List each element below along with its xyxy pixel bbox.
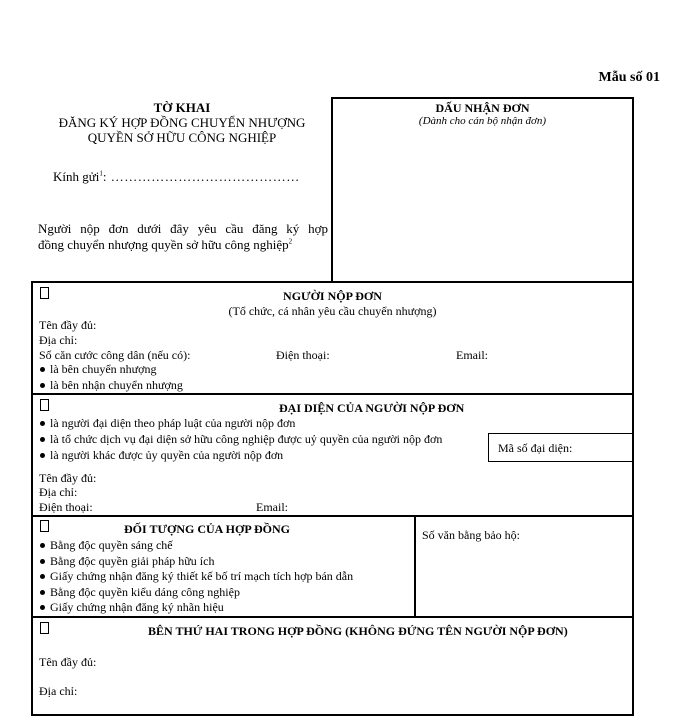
applicant-option-transferor[interactable] (39, 362, 157, 376)
certificate-number-box[interactable] (414, 515, 634, 618)
option-label: là bên chuyển nhượng (50, 362, 157, 376)
footnote-2: 2 (288, 237, 293, 246)
rep-option-legal[interactable] (39, 416, 295, 430)
option-label: là bên nhận chuyển nhượng (50, 378, 183, 392)
rep-full-name[interactable]: Tên đầy đủ: (39, 471, 97, 485)
representative-checkbox[interactable] (40, 399, 49, 411)
object-option-trademark[interactable] (39, 600, 224, 614)
bullet-icon (40, 383, 45, 388)
recipient-fill[interactable]: : …………………………………… (102, 169, 300, 184)
option-label: Bằng độc quyền kiểu dáng công nghiệp (50, 585, 240, 599)
applicant-option-transferee[interactable] (39, 378, 183, 392)
bullet-icon (40, 543, 45, 548)
rep-phone[interactable]: Điện thoại: (39, 500, 93, 514)
applicant-address[interactable]: Địa chỉ: (39, 333, 78, 347)
applicant-full-name[interactable]: Tên đầy đủ: (39, 318, 97, 332)
recipient-line (53, 169, 300, 184)
bullet-icon (40, 559, 45, 564)
object-option-layout-design[interactable] (39, 569, 353, 583)
representative-code-label: Mã số đại diện: (498, 441, 573, 455)
contract-object-checkbox[interactable] (40, 520, 49, 532)
stamp-box (331, 97, 634, 283)
option-label: là người đại diện theo pháp luật của người nộp đơn (50, 416, 296, 430)
object-option-patent[interactable] (39, 538, 173, 552)
bullet-icon (40, 367, 45, 372)
applicant-note: (Tổ chức, cá nhân yêu cầu chuyển nhượng) (228, 304, 437, 318)
form-title: TỜ KHAI (153, 100, 211, 115)
representative-title: ĐẠI DIỆN CỦA NGƯỜI NỘP ĐƠN (279, 401, 465, 415)
bullet-icon (40, 421, 45, 426)
object-option-utility-solution[interactable] (39, 554, 214, 568)
rep-option-service[interactable] (39, 432, 442, 446)
rep-address[interactable]: Địa chỉ: (39, 485, 78, 499)
bullet-icon (40, 605, 45, 610)
request-line-2-text: đồng chuyển nhượng quyền sở hữu công nghiệp (38, 237, 289, 252)
bullet-icon (40, 590, 45, 595)
applicant-phone[interactable]: Điện thoại: (276, 348, 330, 362)
second-party-address[interactable]: Địa chỉ: (39, 684, 78, 698)
option-label: là người khác được ủy quyền của người nộp đơn (50, 448, 284, 462)
bullet-icon (40, 437, 45, 442)
stamp-title: DẤU NHẬN ĐƠN (435, 101, 530, 115)
request-line-1: Người nộp đơn dưới đây yêu cầu đăng ký hợp (38, 221, 328, 236)
form-subtitle-1: ĐĂNG KÝ HỢP ĐỒNG CHUYỂN NHƯỢNG (58, 115, 306, 130)
applicant-email[interactable]: Email: (456, 348, 488, 362)
bullet-icon (40, 453, 45, 458)
stamp-note: (Dành cho cán bộ nhận đơn) (418, 115, 547, 127)
form-subtitle-2: QUYỀN SỞ HỮU CÔNG NGHIỆP (87, 130, 277, 145)
form-number: Mẫu số 01 (598, 70, 660, 85)
request-line-2 (38, 237, 292, 252)
certificate-number-label: Số văn bằng bảo hộ: (422, 528, 520, 542)
option-label: Giấy chứng nhận đăng ký nhãn hiệu (50, 600, 224, 614)
option-label: Giấy chứng nhận đăng ký thiết kế bố trí mạch tích hợp bán dẫn (50, 569, 354, 583)
applicant-title: NGƯỜI NỘP ĐƠN (283, 289, 382, 303)
recipient-label: Kính gửi (53, 169, 100, 184)
second-party-checkbox[interactable] (40, 622, 49, 634)
footnote-1: 1 (99, 169, 103, 178)
option-label: là tổ chức dịch vụ đại diện sở hữu công nghiệp được uỷ quyền của người nộp đơn (50, 432, 443, 446)
second-party-title: BÊN THỨ HAI TRONG HỢP ĐỒNG (KHÔNG ĐỨNG TÊN NGƯỜI NỘP ĐƠN) (148, 624, 568, 638)
form-header (32, 100, 332, 145)
applicant-id-number[interactable]: Số căn cước công dân (nếu có): (39, 348, 191, 362)
rep-email[interactable]: Email: (256, 500, 288, 514)
option-label: Bằng độc quyền giải pháp hữu ích (50, 554, 215, 568)
option-label: Bằng độc quyền sáng chế (50, 538, 173, 552)
representative-code-box[interactable] (488, 433, 633, 462)
object-option-industrial-design[interactable] (39, 585, 240, 599)
bullet-icon (40, 574, 45, 579)
contract-object-title: ĐỐI TƯỢNG CỦA HỢP ĐỒNG (124, 522, 291, 536)
second-party-full-name[interactable]: Tên đầy đủ: (39, 655, 97, 669)
rep-option-other[interactable] (39, 448, 283, 462)
